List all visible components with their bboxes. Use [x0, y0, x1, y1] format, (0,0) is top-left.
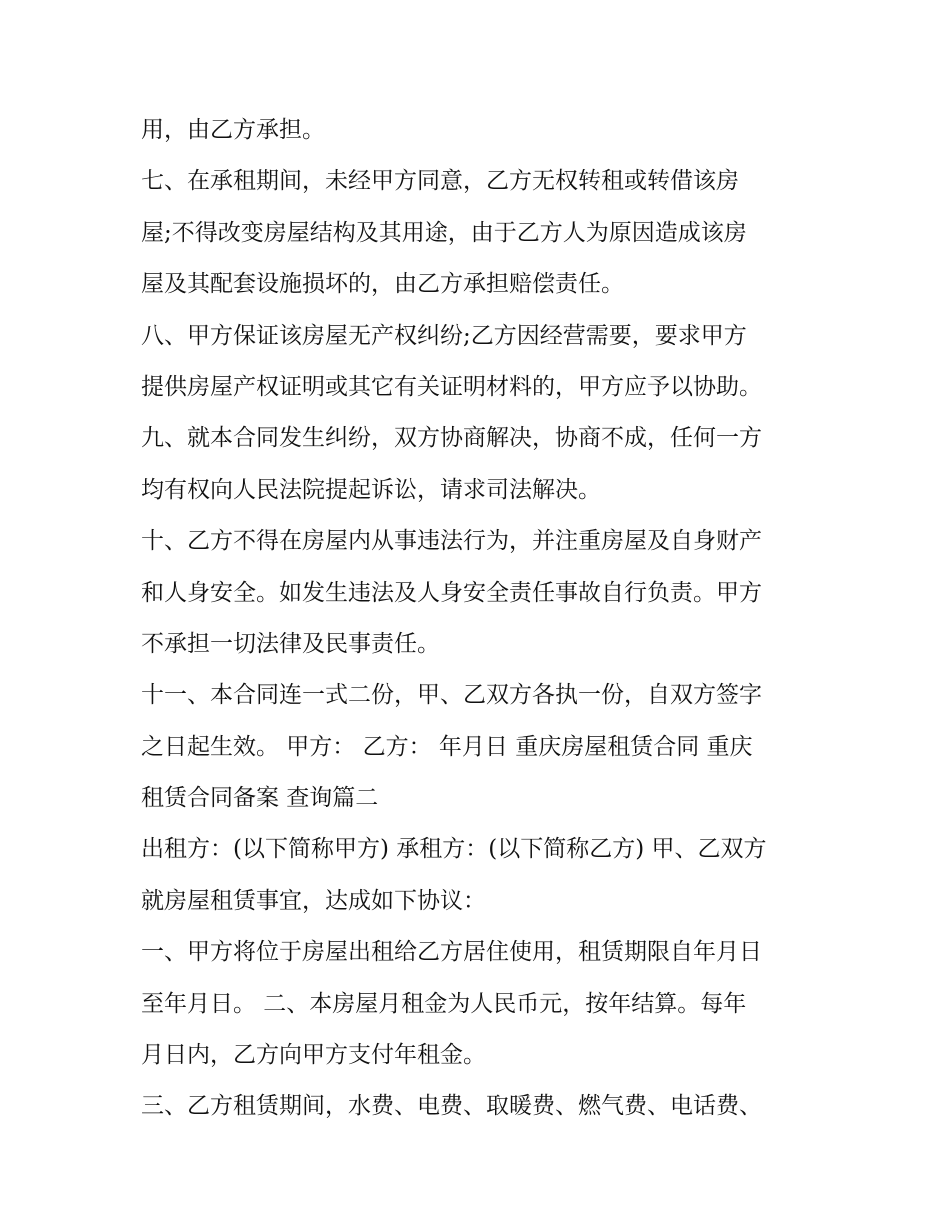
text-line: 七、在承租期间，未经甲方同意，乙方无权转租或转借该房 [141, 168, 739, 195]
text-line: 出租方：(以下简称甲方) 承租方：(以下简称乙方) 甲、乙双方 [141, 836, 767, 863]
text-line: 屋;不得改变房屋结构及其用途，由于乙方人为原因造成该房 [141, 219, 747, 246]
text-line: 不承担一切法律及民事责任。 [141, 630, 440, 657]
text-line: 九、就本合同发生纠纷，双方协商解决，协商不成，任何一方 [141, 425, 762, 452]
text-line: 提供房屋产权证明或其它有关证明材料的，甲方应予以协助。 [141, 373, 762, 400]
text-line: 之日起生效。 甲方： 乙方： 年月日 重庆房屋租赁合同 重庆 [141, 733, 753, 760]
text-line: 就房屋租赁事宜，达成如下协议： [141, 887, 486, 914]
text-line: 十一、本合同连一式二份，甲、乙双方各执一份，自双方签字 [141, 682, 762, 709]
text-line: 和人身安全。如发生违法及人身安全责任事故自行负责。甲方 [141, 579, 762, 606]
text-line: 八、甲方保证该房屋无产权纠纷;乙方因经营需要，要求甲方 [141, 322, 747, 349]
text-line: 月日内，乙方向甲方支付年租金。 [141, 1042, 486, 1069]
text-line: 至年月日。 二、本房屋月租金为人民币元，按年结算。每年 [141, 990, 747, 1017]
text-line: 租赁合同备案 查询篇二 [141, 785, 379, 812]
text-line: 一、甲方将位于房屋出租给乙方居住使用，租赁期限自年月日 [141, 939, 762, 966]
text-line: 均有权向人民法院提起诉讼，请求司法解决。 [141, 476, 601, 503]
contract-text [141, 105, 821, 1133]
text-line: 三、乙方租赁期间，水费、电费、取暖费、燃气费、电话费、 [141, 1093, 762, 1120]
text-line: 屋及其配套设施损坏的，由乙方承担赔偿责任。 [141, 271, 624, 298]
text-line: 用，由乙方承担。 [141, 117, 325, 143]
text-line: 十、乙方不得在房屋内从事违法行为，并注重房屋及自身财产 [141, 528, 762, 555]
